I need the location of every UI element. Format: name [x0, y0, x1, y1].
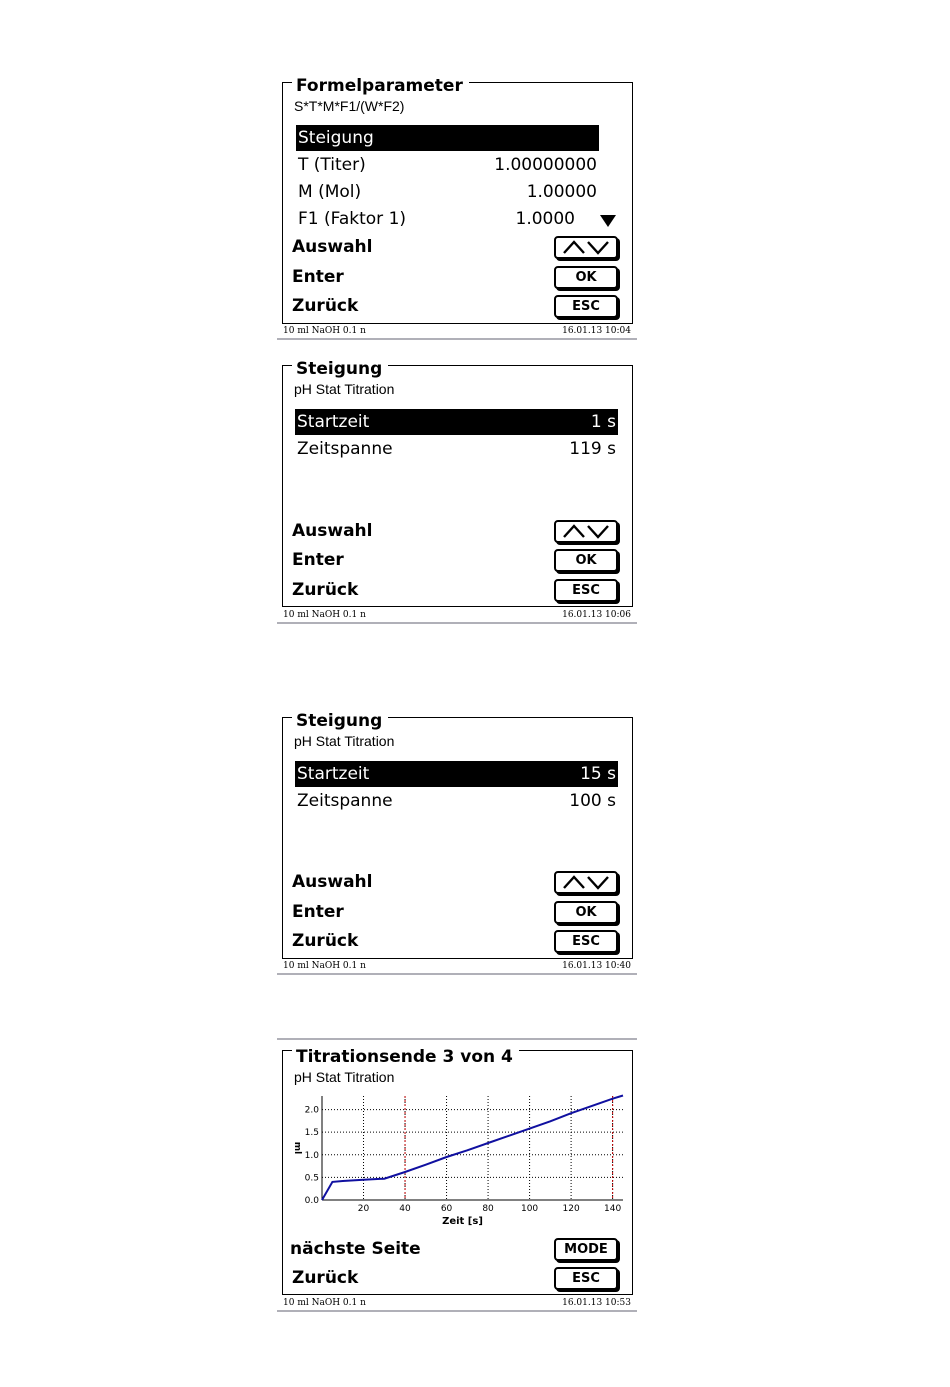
- page-subtitle: pH Stat Titration: [294, 1069, 395, 1085]
- y-tick-label: 1.5: [304, 1128, 319, 1139]
- x-tick-label: 100: [520, 1204, 539, 1214]
- x-tick-label: 60: [440, 1204, 453, 1214]
- up-down-button[interactable]: [554, 520, 618, 543]
- action-label: Auswahl: [292, 521, 373, 541]
- x-tick-label: 120: [562, 1204, 580, 1214]
- list-item-label: Startzeit: [297, 412, 370, 432]
- action-label: Auswahl: [292, 872, 373, 892]
- page-subtitle: pH Stat Titration: [294, 381, 395, 397]
- status-left: 10 ml NaOH 0.1 n: [283, 961, 366, 971]
- screen-titrationsende: [277, 1038, 637, 1316]
- up-down-button[interactable]: [554, 871, 618, 894]
- status-left: 10 ml NaOH 0.1 n: [283, 610, 366, 620]
- action-label: Zurück: [292, 931, 359, 951]
- action-label: Enter: [292, 550, 344, 570]
- action-label: Zurück: [292, 296, 359, 316]
- list-item-value: 15 s: [580, 764, 616, 784]
- esc-button[interactable]: ESC: [554, 930, 618, 953]
- action-label: Zurück: [292, 1268, 359, 1288]
- esc-button[interactable]: ESC: [554, 295, 618, 318]
- list-item-label: Zeitspanne: [297, 439, 393, 459]
- list-item-label: F1 (Faktor 1): [298, 209, 407, 229]
- list-item-faktor1[interactable]: [296, 206, 599, 232]
- divider: [277, 622, 637, 624]
- status-left: 10 ml NaOH 0.1 n: [283, 1298, 366, 1308]
- ok-button[interactable]: OK: [554, 549, 618, 572]
- ok-button[interactable]: OK: [554, 901, 618, 924]
- page-title: Titrationsende 3 von 4: [292, 1047, 519, 1067]
- titration-chart: [287, 1090, 627, 1230]
- up-down-arrows-icon: [558, 522, 614, 541]
- screen-formelparameter: [277, 70, 637, 340]
- list-item-value: 119 s: [569, 439, 616, 459]
- list-item-label: Zeitspanne: [297, 791, 393, 811]
- page-title: Steigung: [292, 711, 388, 731]
- x-tick-label: 80: [482, 1204, 494, 1214]
- action-label: Enter: [292, 902, 344, 922]
- list-item-value: 100 s: [569, 791, 616, 811]
- list-item-value: 1.00000000: [494, 155, 597, 175]
- up-down-button[interactable]: [554, 236, 618, 259]
- page-title: Steigung: [292, 359, 388, 379]
- status-right: 16.01.13 10:04: [562, 326, 631, 336]
- list-item-titer[interactable]: [296, 152, 599, 178]
- list-item-startzeit[interactable]: [295, 761, 618, 787]
- y-tick-label: 2.0: [304, 1105, 319, 1116]
- list-item-value: 1.00000: [526, 182, 597, 202]
- x-axis-label: Zeit [s]: [442, 1216, 483, 1227]
- y-tick-label: 0.5: [304, 1173, 319, 1184]
- y-tick-label: 0.0: [304, 1196, 319, 1206]
- list-item-value: 1 s: [590, 412, 616, 432]
- list-item-label: Startzeit: [297, 764, 370, 784]
- divider: [277, 973, 637, 975]
- divider: [277, 1038, 637, 1040]
- triangle-down-icon: [600, 215, 616, 227]
- page-subtitle: S*T*M*F1/(W*F2): [294, 98, 405, 114]
- action-label: Enter: [292, 267, 344, 287]
- up-down-arrows-icon: [558, 238, 614, 257]
- status-left: 10 ml NaOH 0.1 n: [283, 326, 366, 336]
- screen-steigung-2: [277, 707, 637, 977]
- page-title: Formelparameter: [292, 76, 469, 96]
- list-item-zeitspanne[interactable]: [295, 436, 618, 462]
- divider: [277, 338, 637, 340]
- list-item-mol[interactable]: [296, 179, 599, 205]
- list-item-steigung[interactable]: [296, 125, 599, 151]
- list-item-zeitspanne[interactable]: [295, 788, 618, 814]
- list-item-startzeit[interactable]: [295, 409, 618, 435]
- action-label: Zurück: [292, 580, 359, 600]
- series-line: [322, 1096, 623, 1201]
- page-subtitle: pH Stat Titration: [294, 733, 395, 749]
- x-tick-label: 140: [604, 1204, 622, 1214]
- action-label: nächste Seite: [290, 1239, 421, 1259]
- status-right: 16.01.13 10:06: [562, 610, 631, 620]
- up-down-arrows-icon: [558, 873, 614, 892]
- list-item-label: M (Mol): [298, 182, 362, 202]
- divider: [277, 1310, 637, 1312]
- list-item-label: Steigung: [298, 128, 374, 148]
- esc-button[interactable]: ESC: [554, 579, 618, 602]
- x-tick-label: 20: [357, 1204, 370, 1214]
- list-item-label: T (Titer): [298, 155, 366, 175]
- y-tick-label: 1.0: [304, 1150, 319, 1161]
- action-label: Auswahl: [292, 237, 373, 257]
- y-axis-label: ml: [292, 1141, 302, 1155]
- ok-button[interactable]: OK: [554, 266, 618, 289]
- x-tick-label: 40: [399, 1204, 411, 1214]
- list-item-value: 1.0000: [515, 209, 575, 229]
- status-right: 16.01.13 10:40: [562, 961, 631, 971]
- screen-steigung-1: [277, 355, 637, 625]
- mode-button[interactable]: MODE: [554, 1238, 618, 1261]
- esc-button[interactable]: ESC: [554, 1267, 618, 1290]
- status-right: 16.01.13 10:53: [562, 1298, 631, 1308]
